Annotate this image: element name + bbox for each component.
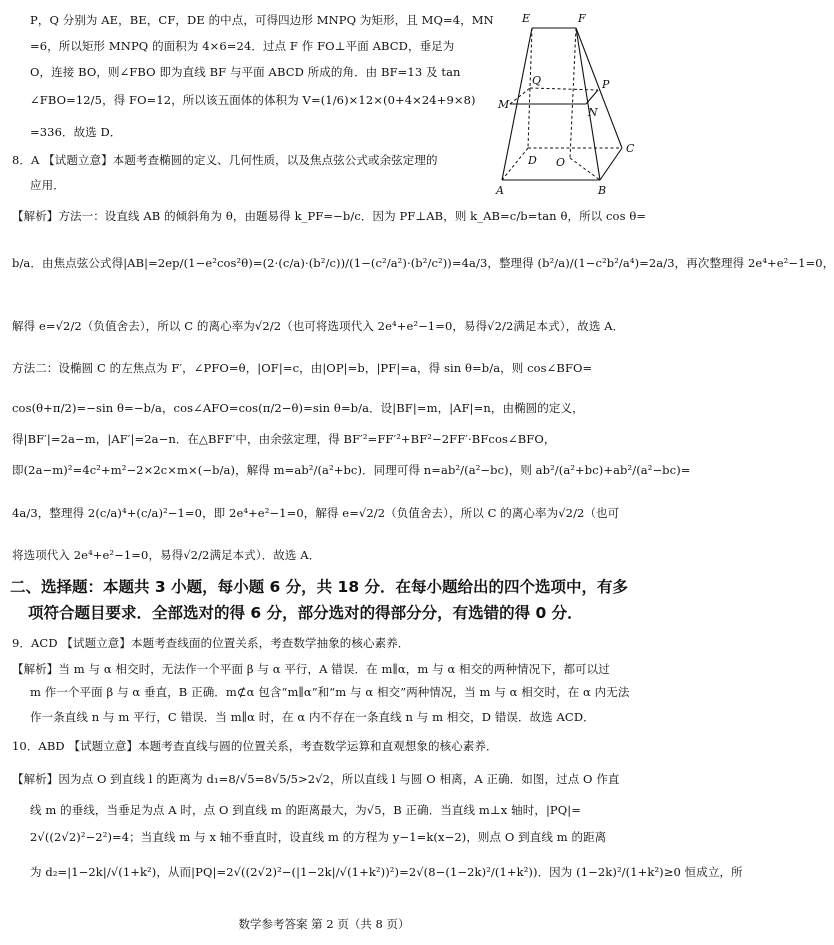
edge-np: [586, 90, 598, 104]
pentahedron-figure: [494, 8, 644, 196]
edge-ob: [570, 158, 600, 180]
edge-fc: [576, 28, 622, 148]
text-line: =336．故选 D．: [30, 125, 122, 139]
page-footer: 数学参考答案 第 2 页（共 8 页）: [238, 917, 410, 931]
label-c: C: [626, 142, 635, 155]
text-line: ∠FBO=12/5，得 FO=12，所以该五面体的体积为 V=(1/6)×12×(0+4×24+9×8): [30, 93, 476, 107]
text-line: 得|BF′|=2a−m，|AF′|=2a−n．在△BFF′中，由余弦定理，得 BF′²=FF′²+BF²−2FF′·BFcos∠BFO，: [12, 432, 556, 446]
text-line: 【解析】当 m 与 α 相交时，无法作一个平面 β 与 α 平行，A 错误．在 m∥α，m 与 α 相交的两种情况下，都可以过: [12, 662, 610, 676]
text-line: 【解析】因为点 O 到直线 l 的距离为 d₁=8/√5=8√5/5>2√2，所以直线 l 与圆 O 相离，A 正确．如图，过点 O 作直: [12, 772, 620, 786]
label-b: B: [598, 184, 607, 197]
text-line: =6，所以矩形 MNPQ 的面积为 4×6=24．过点 F 作 FO⊥平面 ABCD，垂足为: [30, 39, 455, 53]
edge-da: [502, 148, 528, 180]
edge-qp: [530, 88, 598, 90]
text-line: 2√((2√2)²−2²)=4；当直线 m 与 x 轴不垂直时，设直线 m 的方程为 y−1=k(x−2)，则点 O 到直线 m 的距离: [30, 830, 607, 844]
question-8-header: 8．A 【试题立意】本题考查椭圆的定义、几何性质，以及焦点弦公式或余弦定理的: [12, 153, 438, 167]
question-10-header: 10．ABD 【试题立意】本题考查直线与圆的位置关系，考查数学运算和直观想象的核心素养．: [12, 739, 498, 753]
label-n: N: [588, 106, 598, 119]
section-heading: 二、选择题：本题共 3 小题，每小题 6 分，共 18 分．在每小题给出的四个选项中，有多: [10, 578, 629, 596]
text-line: P，Q 分别为 AE，BE，CF，DE 的中点，可得四边形 MNPQ 为矩形，且 MQ=4，MN: [30, 13, 494, 27]
text-line: 应用．: [30, 178, 65, 192]
label-d: D: [528, 154, 537, 167]
label-m: M: [498, 98, 510, 111]
text-line: 将选项代入 2e⁴+e²−1=0，易得√2/2满足本式）．故选 A．: [12, 548, 321, 562]
label-f: F: [578, 12, 586, 25]
text-line: cos(θ+π/2)=−sin θ=−b/a，cos∠AFO=cos(π/2−θ)=sin θ=b/a．设|BF|=m，|AF|=n，由椭圆的定义，: [12, 401, 584, 415]
edge-bc: [600, 148, 622, 180]
text-line: 作一条直线 n 与 m 平行，C 错误．当 m∥α 时，在 α 内不存在一条直线 n 与 m 相交，D 错误．故选 ACD．: [30, 710, 595, 724]
text-line: 解得 e=√2/2（负值舍去），所以 C 的离心率为√2/2（也可将选项代入 2e⁴+e²−1=0，易得√2/2满足本式），故选 A．: [12, 319, 625, 333]
label-e: E: [522, 12, 531, 25]
text-line: 即(2a−m)²=4c²+m²−2×2c×m×(−b/a)，解得 m=ab²/(a²+bc)．同理可得 n=ab²/(a²−bc)，则 ab²/(a²+bc)+ab²/(a²−bc)=: [12, 463, 691, 477]
label-p: P: [602, 78, 610, 91]
label-q: Q: [532, 74, 542, 87]
edge-fo: [570, 28, 576, 158]
label-o: O: [556, 156, 566, 169]
section-heading: 项符合题目要求．全部选对的得 6 分，部分选对的得部分分，有选错的得 0 分．: [28, 604, 583, 622]
text-line: m 作一个平面 β 与 α 垂直，B 正确．m⊄α 包含“m∥α”和“m 与 α 相交”两种情况，当 m 与 α 相交时，在 α 内无法: [30, 685, 630, 699]
label-a: A: [496, 184, 504, 197]
text-line: O，连接 BO，则∠FBO 即为直线 BF 与平面 ABCD 所成的角．由 BF=13 及 tan: [30, 65, 461, 79]
text-line: 线 m 的垂线，当垂足为点 A 时，点 O 到直线 m 的距离最大，为√5，B 正确．当直线 m⊥x 轴时，|PQ|=: [30, 803, 581, 817]
question-9-header: 9．ACD 【试题立意】本题考查线面的位置关系，考查数学抽象的核心素养．: [12, 636, 410, 650]
text-line: 为 d₂=|1−2k|/√(1+k²)，从而|PQ|=2√((2√2)²−(|1−2k|/√(1+k²))²)=2√(8−(1−2k)²/(1+k²))．因为 (1−2k)²/(1+k²)≥0 恒成立，所: [30, 865, 743, 879]
text-line: 方法二：设椭圆 C 的左焦点为 F′，∠PFO=θ，|OF|=c，由|OP|=b，|PF|=a，得 sin θ=b/a，则 cos∠BFO=: [12, 361, 593, 375]
text-line: b/a．由焦点弦公式得|AB|=2ep/(1−e²cos²θ)=(2·(c/a)·(b²/c))/(1−(c²/a²)·(b²/c²))=4a/3，整理得 (b²/a)/(1−c²b²/a⁴)=2a/3，再次整理得 2e⁴+e²−1=0，: [12, 256, 834, 270]
text-line: 【解析】方法一：设直线 AB 的倾斜角为 θ，由题易得 k_PF=−b/c．因为 PF⊥AB，则 k_AB=c/b=tan θ，所以 cos θ=: [12, 209, 647, 223]
text-line: 4a/3，整理得 2(c/a)⁴+(c/a)²−1=0，即 2e⁴+e²−1=0，解得 e=√2/2（负值舍去），所以 C 的离心率为√2/2（也可: [12, 506, 620, 520]
